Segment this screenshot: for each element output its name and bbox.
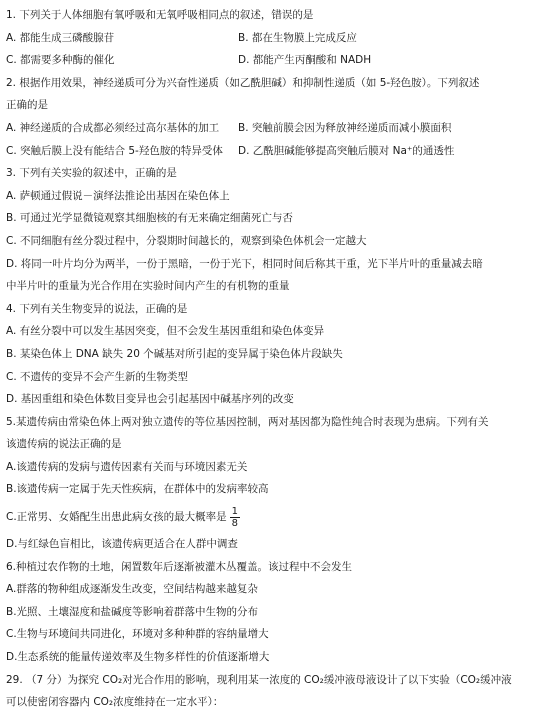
question-6-stem: 6.种植过农作物的土地，闲置数年后逐渐被灌木丛覆盖。该过程中不会发生 [6, 560, 353, 573]
question-6-option-c: C.生物与环境间共同进化，环境对多种种群的容纳量增大 [6, 628, 269, 641]
question-2-stem-cont: 正确的是 [6, 99, 48, 112]
question-1-options-row-2 [6, 49, 530, 72]
question-3-option-a: A. 萨顿通过假说－演绎法推论出基因在染色体上 [6, 189, 230, 202]
question-5-option-d: D.与红绿色盲相比，该遗传病更适合在人群中调查 [6, 538, 238, 551]
question-2-options-row-1 [6, 117, 530, 140]
question-1-option-d: D. 都能产生丙酮酸和 NADH [238, 54, 372, 67]
question-6-option-d: D.生态系统的能量传递效率及生物多样性的价值逐渐增大 [6, 651, 270, 664]
question-2-options-row-2 [6, 140, 530, 163]
question-1-options-row-1 [6, 27, 530, 50]
question-5-option-a: A.该遗传病的发病与遗传因素有关而与环境因素无关 [6, 460, 248, 473]
question-4-option-c: C. 不遗传的变异不会产生新的生物类型 [6, 370, 189, 383]
question-3-option-b: B. 可通过光学显微镜观察其细胞核的有无来确定细菌死亡与否 [6, 212, 293, 225]
question-2-option-d: D. 乙酰胆碱能够提高突触后膜对 Na⁺的通透性 [238, 144, 455, 157]
question-1-option-b: B. 都在生物膜上完成反应 [238, 31, 357, 44]
question-6-option-a: A.群落的物种组成逐渐发生改变，空间结构越来越复杂 [6, 583, 258, 596]
question-5-stem-cont: 该遗传病的说法正确的是 [6, 438, 122, 451]
question-4-option-a: A. 有丝分裂中可以发生基因突变，但不会发生基因重组和染色体变异 [6, 325, 325, 338]
question-5-option-b: B.该遗传病一定属于先天性疾病，在群体中的发病率较高 [6, 483, 269, 496]
question-2-option-c: C. 突触后膜上没有能结合 5-羟色胺的特异受体 [6, 144, 223, 157]
question-29-stem: 29. （7 分）为探究 CO₂对光合作用的影响，现利用某一浓度的 CO₂缓冲液母液设计了以下实验（CO₂缓冲液 [6, 673, 512, 686]
question-5-stem: 5.某遗传病由常染色体上两对独立遗传的等位基因控制，两对基因都为隐性纯合时表现为患病。下列有关 [6, 415, 489, 428]
question-2-stem: 2. 根据作用效果，神经递质可分为兴奋性递质（如乙酰胆碱）和抑制性递质（如 5-羟色胺）。下列叙述 [6, 76, 480, 89]
question-3-option-d: D. 将同一叶片均分为两半，一份于黑暗，一份于光下，相同时间后称其干重，光下半片叶的重量减去暗 [6, 257, 483, 270]
fraction-numerator: 1 [231, 505, 239, 517]
question-4-option-b: B. 某染色体上 DNA 缺失 20 个碱基对所引起的变异属于染色体片段缺失 [6, 347, 343, 360]
question-4-stem: 4. 下列有关生物变异的说法，正确的是 [6, 302, 188, 315]
document-page [6, 4, 530, 714]
question-1-option-a: A. 都能生成三磷酸腺苷 [6, 31, 115, 44]
question-6-option-b: B.光照、土壤湿度和盐碱度等影响着群落中生物的分布 [6, 605, 259, 618]
question-5-option-c-text: C.正常男、女婚配生出患此病女孩的最大概率是 [6, 511, 227, 524]
fraction-denominator: 8 [231, 517, 239, 529]
question-1-option-c: C. 都需要多种酶的催化 [6, 54, 115, 67]
question-3-option-c: C. 不同细胞有丝分裂过程中，分裂期时间越长的，观察到染色体机会一定越大 [6, 234, 367, 247]
question-29-stem-cont: 可以使密闭容器内 CO₂浓度维持在一定水平）： [6, 696, 224, 709]
question-3-option-d-cont: 中半片叶的重量为光合作用在实验时间内产生的有机物的重量 [6, 280, 290, 293]
probability-fraction [230, 506, 240, 529]
question-2-option-a: A. 神经递质的合成都必须经过高尔基体的加工 [6, 121, 220, 134]
question-2-option-b: B. 突触前膜会因为释放神经递质而减小膜面积 [238, 121, 452, 134]
question-3-stem: 3. 下列有关实验的叙述中，正确的是 [6, 167, 177, 180]
question-4-option-d: D. 基因重组和染色体数目变异也会引起基因中碱基序列的改变 [6, 393, 294, 406]
question-1-stem: 1. 下列关于人体细胞有氧呼吸和无氧呼吸相同点的叙述，错误的是 [6, 9, 314, 21]
question-5-option-c [6, 501, 530, 533]
